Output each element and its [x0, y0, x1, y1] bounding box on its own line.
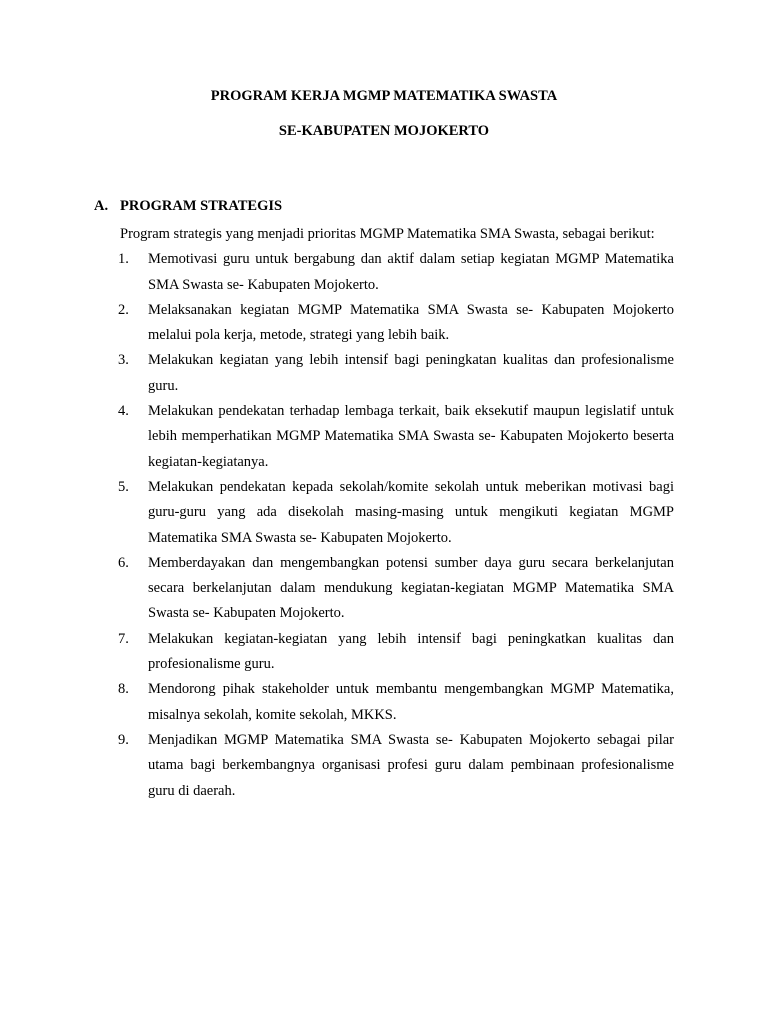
item-number: 2. [118, 301, 129, 318]
section-heading [94, 198, 282, 215]
item-number: 5. [118, 478, 129, 495]
document-subtitle: SE-KABUPATEN MOJOKERTO [278, 123, 490, 139]
section-letter: A. [94, 198, 109, 214]
item-text: Melakukan pendekatan terhadap lembaga terkait, baik eksekutif maupun legislatif untuk lebih memperhatikan MGMP Matematika SMA Swasta se- Kabupaten Mojokerto beserta kegiatan-kegiatanya. [148, 403, 674, 470]
item-text: Memotivasi guru untuk bergabung dan aktif dalam setiap kegiatan MGMP Matematika SMA Swasta se- Kabupaten Mojokerto. [148, 251, 674, 293]
item-text: Memberdayakan dan mengembangkan potensi sumber daya guru secara berkelanjutan secara berkelanjutan dalam mendukung kegiatan-kegiatan MGMP Matematika SMA Swasta se- Kabupaten Mojokerto. [148, 554, 674, 622]
list-item [120, 677, 674, 728]
list-item [120, 348, 674, 399]
list-item [120, 728, 674, 804]
item-text: Melaksanakan kegiatan MGMP Matematika SMA Swasta se- Kabupaten Mojokerto melalui pola kerja, metode, strategi yang lebih baik. [148, 301, 674, 344]
program-list [120, 247, 674, 804]
item-number: 8. [118, 681, 129, 698]
document-title: PROGRAM KERJA MGMP MATEMATIKA SWASTA [210, 88, 558, 104]
item-number: 7. [118, 630, 129, 647]
list-item [120, 475, 674, 551]
list-item [120, 399, 674, 475]
item-number: 3. [118, 352, 129, 369]
item-number: 1. [118, 251, 129, 268]
item-text: Menjadikan MGMP Matematika SMA Swasta se- Kabupaten Mojokerto sebagai pilar utama bagi berkembangnya organisasi profesi guru dalam pembinaan profesionalisme guru di daerah. [148, 731, 674, 799]
section-title: PROGRAM STRATEGIS [120, 198, 283, 214]
list-item [120, 298, 674, 349]
section-content [120, 222, 674, 804]
item-number: 6. [118, 554, 129, 571]
list-item [120, 551, 674, 627]
item-number: 9. [118, 731, 129, 748]
item-text: Melakukan pendekatan kepada sekolah/komite sekolah untuk meberikan motivasi bagi guru-guru yang ada disekolah masing-masing untuk mengikuti kegiatan MGMP Matematika SMA Swasta se- Kabupaten Mojokerto. [148, 478, 674, 546]
section-intro: Program strategis yang menjadi prioritas MGMP Matematika SMA Swasta, sebagai berikut: [120, 226, 655, 242]
item-text: Mendorong pihak stakeholder untuk membantu mengembangkan MGMP Matematika, misalnya sekolah, komite sekolah, MKKS. [148, 681, 674, 723]
item-number: 4. [118, 403, 129, 420]
item-text: Melakukan kegiatan-kegiatan yang lebih intensif bagi peningkatkan kualitas dan profesionalisme guru. [148, 630, 674, 673]
list-item [120, 247, 674, 298]
item-text: Melakukan kegiatan yang lebih intensif bagi peningkatan kualitas dan profesionalisme guru. [148, 352, 674, 394]
list-item [120, 627, 674, 678]
